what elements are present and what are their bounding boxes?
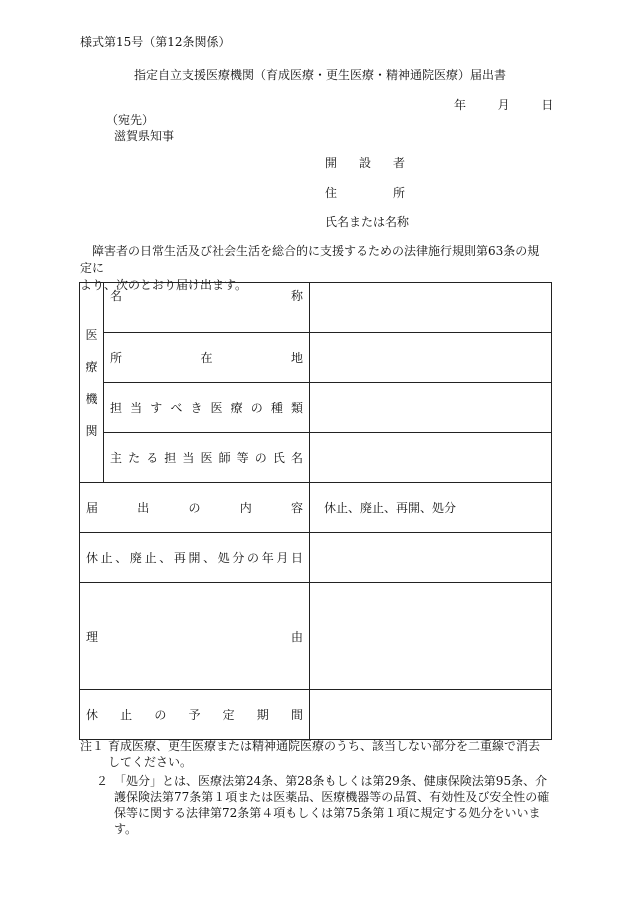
note-text: 「処分」とは、医療法第24条、第28条もしくは第29条、健康保険法第95条、介護保険法第77条第１項または医薬品、医療機器等の品質、有効性及び安全性の確保等に関する法律第72条第４項もしくは第75条第１項に規定する処分をいいます。: [114, 774, 550, 836]
medical-type-label: 担 当 す べ き 医 療 の 種 類: [104, 383, 310, 433]
notification-content-label: 届 出 の 内 容: [80, 483, 310, 533]
note-text: 育成医療、更生医療または精神通院医療のうち、該当しない部分を二重線で消去してください。: [108, 739, 541, 769]
applicant-name-label: 氏名または名称: [325, 215, 410, 229]
note-item: [80, 773, 550, 837]
note-number: ２: [95, 774, 108, 788]
doctor-name-label: 主 た る 担 当 医 師 等 の 氏 名: [104, 433, 310, 483]
note-number: 注１: [80, 739, 105, 753]
date-day: 日: [541, 98, 554, 112]
notification-content-value[interactable]: 休止、廃止、再開、処分: [310, 483, 552, 533]
intro-line-2: より、次のとおり届け出ます。: [80, 278, 248, 292]
date-month: 月: [497, 98, 510, 112]
notification-form-table: [79, 282, 552, 740]
notes: [80, 738, 550, 840]
suspension-period-value[interactable]: [310, 690, 552, 740]
medical-type-value[interactable]: [310, 383, 552, 433]
intro-line-1: 障害者の日常生活及び社会生活を総合的に支援するための法律施行規則第63条の規定に: [80, 244, 540, 275]
location-value[interactable]: [310, 333, 552, 383]
reason-label: 理 由: [80, 583, 310, 690]
document-title: 指定自立支援医療機関（育成医療・更生医療・精神通院医療）届出書: [134, 68, 507, 82]
note-item: [80, 738, 550, 770]
date-year: 年: [454, 98, 467, 112]
addressee-label: （宛先）: [106, 113, 155, 127]
addressee-name: 滋賀県知事: [114, 129, 175, 143]
applicant-founder-label: 開 設 者: [325, 156, 405, 170]
suspension-period-label: 休 止 の 予 定 期 間: [80, 690, 310, 740]
doctor-name-value[interactable]: [310, 433, 552, 483]
applicant-address-label: 住 所: [325, 186, 405, 200]
change-date-value[interactable]: [310, 533, 552, 583]
medical-institution-group-label: 医 療 機 関: [80, 283, 104, 483]
facility-name-label: 名 称: [104, 283, 310, 333]
reason-value[interactable]: [310, 583, 552, 690]
form-number: 様式第15号（第12条関係）: [80, 35, 231, 49]
change-date-label: 休 止 、 廃 止 、 再 開 、 処 分 の 年 月 日: [80, 533, 310, 583]
date-line: [454, 96, 553, 113]
facility-name-value[interactable]: [310, 283, 552, 333]
location-label: 所 在 地: [104, 333, 310, 383]
